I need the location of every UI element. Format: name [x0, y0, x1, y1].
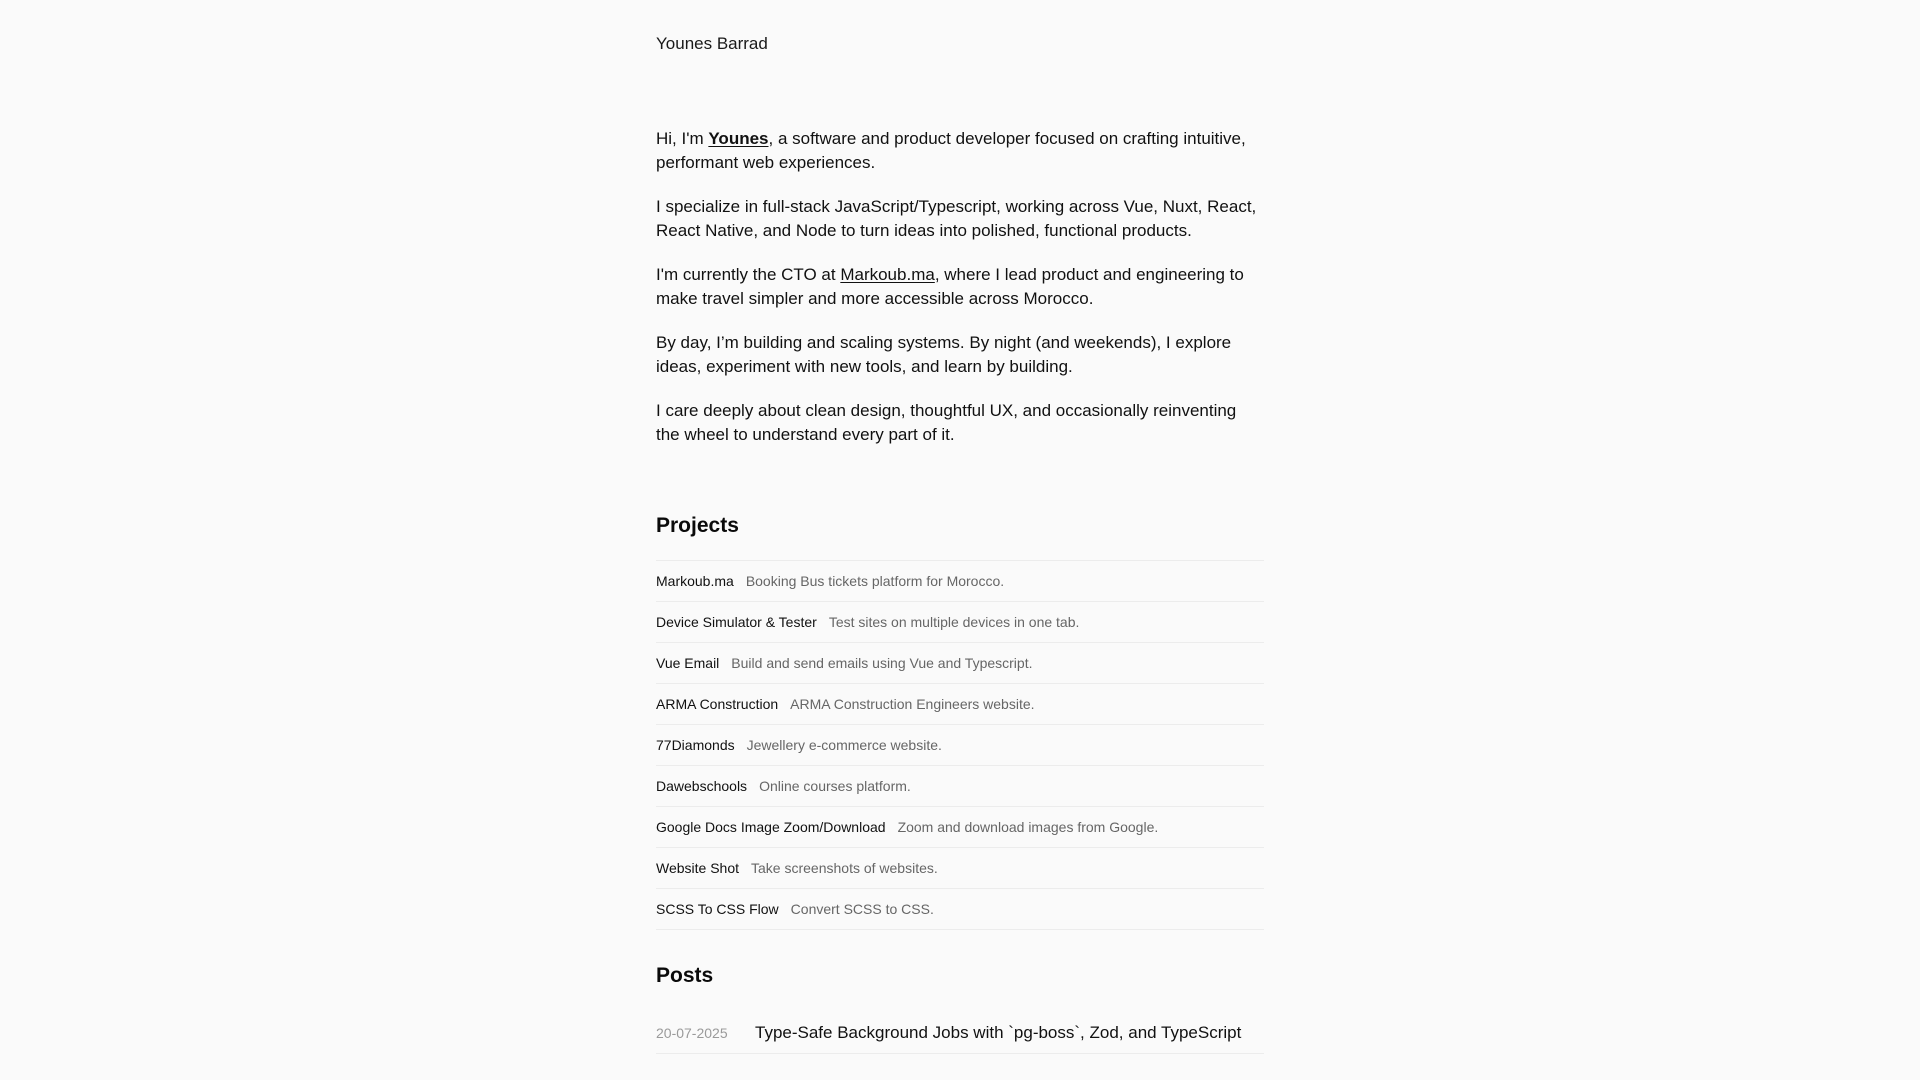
project-name: Vue Email: [656, 655, 720, 671]
project-name: Google Docs Image Zoom/Download: [656, 819, 886, 835]
bio-paragraph-cto: [656, 263, 1264, 311]
project-name: Markoub.ma: [656, 573, 734, 589]
younes-link[interactable]: Younes: [708, 129, 769, 148]
bio-section: [656, 127, 1264, 467]
project-item-77diamonds[interactable]: [656, 725, 1264, 766]
project-name: Device Simulator & Tester: [656, 614, 817, 630]
project-name: Website Shot: [656, 860, 740, 876]
post-date: 20-07-2025: [656, 1025, 728, 1041]
bio-paragraph-intro: [656, 127, 1264, 175]
project-item-website-shot[interactable]: [656, 848, 1264, 889]
project-name: Dawebschools: [656, 778, 748, 794]
project-description: Zoom and download images from Google.: [897, 819, 1159, 835]
project-item-device-simulator[interactable]: [656, 602, 1264, 643]
project-name: 77Diamonds: [656, 737, 735, 753]
bio-intro-text-rest: , a software and product developer focused on crafting intuitive, performant web experiences.: [656, 129, 1246, 172]
project-item-arma-construction[interactable]: [656, 684, 1264, 725]
post-item[interactable]: [656, 1013, 1264, 1054]
projects-list: [656, 560, 1264, 930]
project-description: Build and send emails using Vue and Typescript.: [731, 655, 1033, 671]
project-description: Online courses platform.: [759, 778, 911, 794]
project-description: Booking Bus tickets platform for Morocco.: [745, 573, 1005, 589]
project-name: SCSS To CSS Flow: [656, 901, 779, 917]
project-item-google-docs-image-zoom[interactable]: [656, 807, 1264, 848]
project-description: Jewellery e-commerce website.: [746, 737, 942, 753]
bio-paragraph-stack: I specialize in full-stack JavaScript/Typescript, working across Vue, Nuxt, React, React Native, and Node to turn ideas into polished, functional products.: [656, 197, 1257, 240]
project-description: Test sites on multiple devices in one tab.: [828, 614, 1080, 630]
bio-intro-text: Hi, I'm: [656, 129, 709, 148]
project-item-vue-email[interactable]: [656, 643, 1264, 684]
project-description: Take screenshots of websites.: [751, 860, 938, 876]
post-title: Type-Safe Background Jobs with `pg-boss`, Zod, and TypeScript: [755, 1023, 1242, 1042]
project-description: ARMA Construction Engineers website.: [790, 696, 1035, 712]
bio-paragraph-day-night: By day, I’m building and scaling systems. By night (and weekends), I explore ideas, experiment with new tools, and learn by building.: [656, 333, 1232, 376]
site-name-link[interactable]: Younes Barrad: [656, 34, 768, 53]
projects-heading: Projects: [656, 514, 739, 537]
posts-heading: Posts: [656, 964, 714, 987]
project-item-markoub[interactable]: [656, 561, 1264, 602]
project-name: ARMA Construction: [656, 696, 779, 712]
project-item-scss-to-css-flow[interactable]: [656, 889, 1264, 930]
bio-cto-text-rest: , where I lead product and engineering to make travel simpler and more accessible across Morocco.: [656, 265, 1244, 308]
markoub-link[interactable]: Markoub.ma: [840, 265, 935, 284]
project-item-dawebschools[interactable]: [656, 766, 1264, 807]
project-description: Convert SCSS to CSS.: [790, 901, 934, 917]
bio-paragraph-design: I care deeply about clean design, thoughtful UX, and occasionally reinventing the wheel to understand every part of it.: [656, 401, 1237, 444]
posts-list: [656, 1013, 1264, 1054]
bio-cto-text: I'm currently the CTO at: [656, 265, 841, 284]
